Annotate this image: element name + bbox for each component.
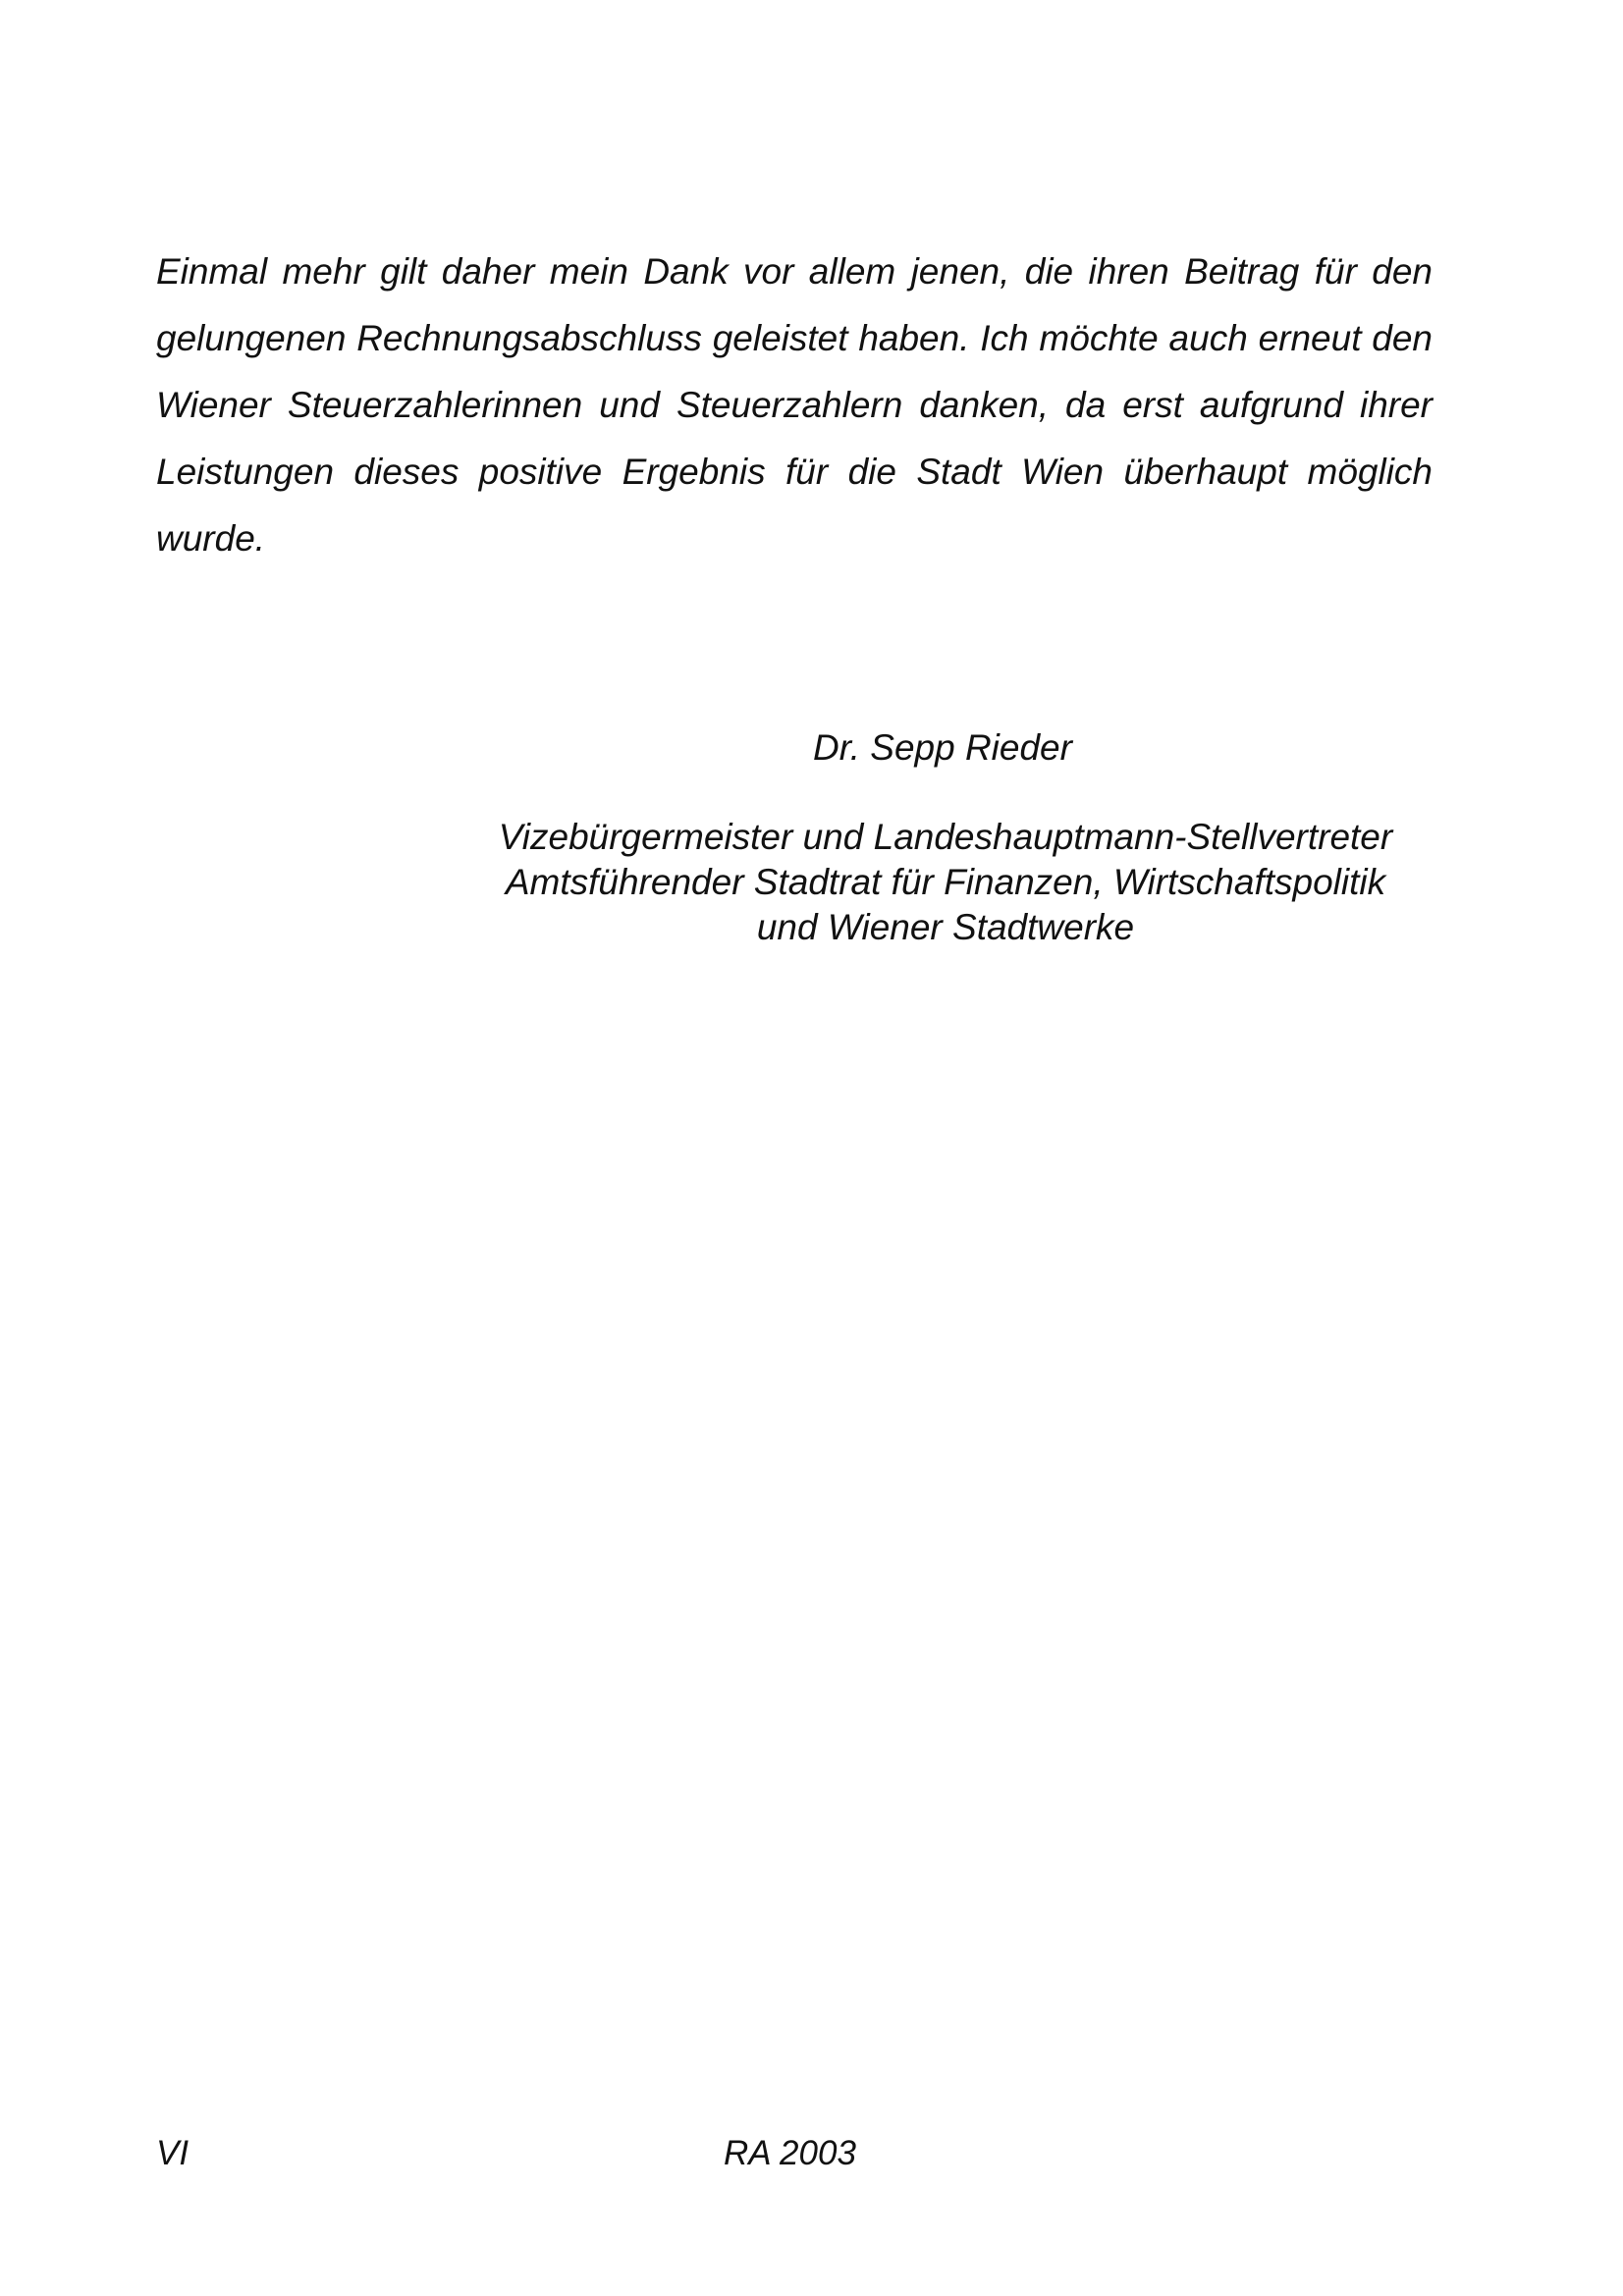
signature-title-line-1: Vizebürgermeister und Landeshauptmann-Stellvertreter	[498, 817, 1393, 857]
signature-name: Dr. Sepp Rieder	[813, 727, 1072, 768]
footer-page-number: VI	[156, 2134, 189, 2172]
signature-titles	[471, 815, 1420, 950]
footer-report-label: RA 2003	[724, 2134, 856, 2172]
body-paragraph: Einmal mehr gilt daher mein Dank vor allem jenen, die ihren Beitrag für den gelungenen Rechnungsabschluss geleistet haben. Ich möchte auch erneut den Wiener Steuerzahlerinnen und Steuerzahlern danken, da erst aufgrund ihrer Leistungen dieses positive Ergebnis für die Stadt Wien überhaupt möglich wurde.	[156, 251, 1433, 559]
signature-title-line-2: Amtsführender Stadtrat für Finanzen, Wirtschaftspolitik	[505, 862, 1386, 902]
signature-title-line-3: und Wiener Stadtwerke	[756, 907, 1135, 947]
